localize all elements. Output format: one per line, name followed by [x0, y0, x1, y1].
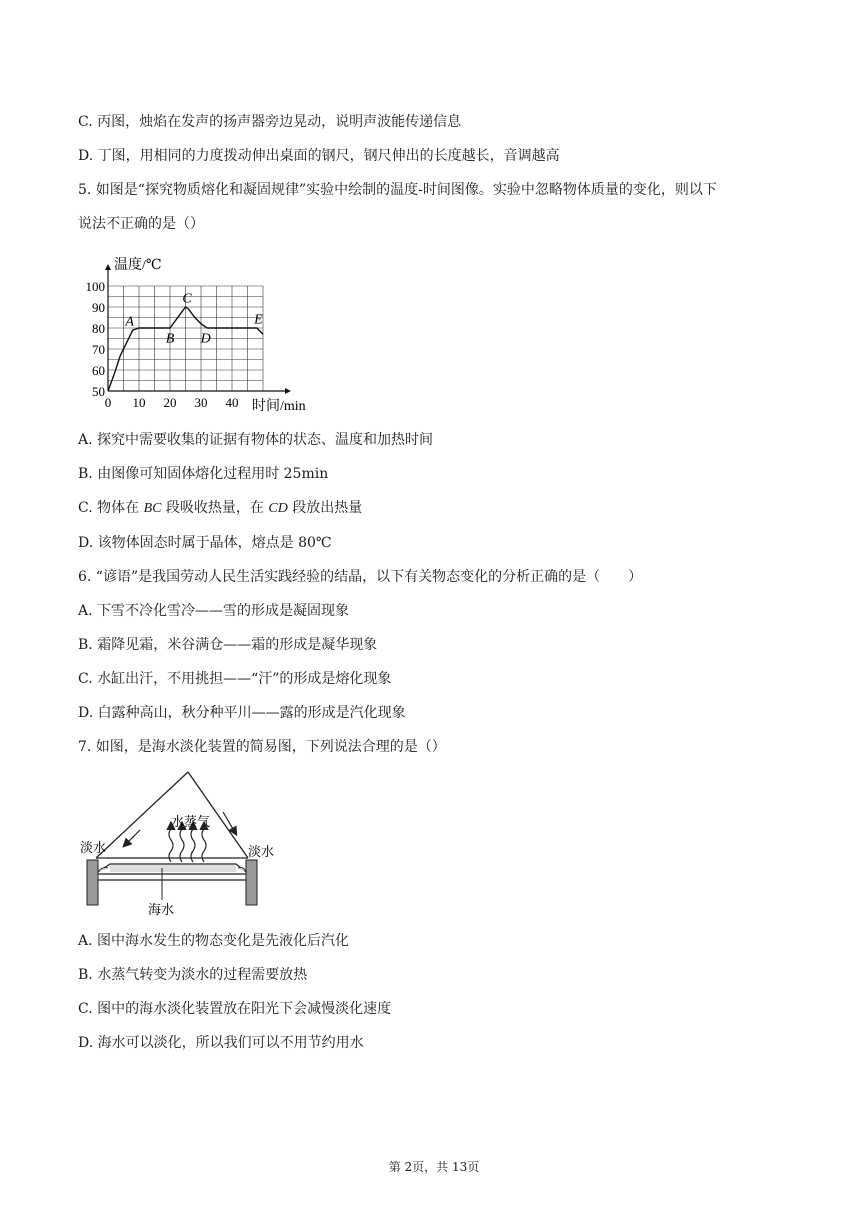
q6-option-a: A. 下雪不冷化雪冷——雪的形成是凝固现象 — [78, 603, 350, 619]
q6-option-d: D. 白露种高山，秋分种平川——露的形成是汽化现象 — [78, 705, 406, 721]
x-axis-arrow — [285, 388, 291, 394]
x-tick-label: 10 — [132, 395, 146, 410]
y-tick-label: 60 — [92, 363, 105, 378]
q6-option-b: B. 霜降见霜，米谷满仓——霜的形成是凝华现象 — [78, 637, 378, 653]
point-label-c: C — [182, 291, 192, 307]
q7-option-b: B. 水蒸气转变为淡水的过程需要放热 — [78, 967, 308, 983]
label-sea: 海水 — [148, 902, 175, 917]
temperature-time-chart — [80, 250, 340, 420]
q5-option-c-text3: 段放出热量 — [287, 500, 363, 516]
q7-stem: 7. 如图，是海水淡化装置的简易图，下列说法合理的是（） — [78, 739, 446, 755]
desalination-diagram — [78, 768, 288, 918]
q5-option-b: B. 由图像可知固体熔化过程用时 25min — [78, 466, 329, 482]
segment-bc: BC — [143, 501, 162, 516]
point-label-b: B — [165, 331, 175, 347]
right-post — [246, 860, 257, 905]
y-axis-arrow — [105, 264, 111, 270]
q5-stem-line1: 5. 如图是“探究物质熔化和凝固规律”实验中绘制的温度-时间图像。实验中忽略物体质量的变化，则以下 — [78, 182, 717, 198]
q5-stem-line2: 说法不正确的是（） — [78, 216, 204, 232]
x-tick-label: 40 — [225, 395, 239, 410]
point-label-a: A — [125, 314, 134, 330]
q4-option-d: D. 丁图，用相同的力度拨动伸出桌面的钢尺，钢尺伸出的长度越长，音调越高 — [78, 148, 560, 164]
x-tick-label: 30 — [194, 395, 208, 410]
segment-cd: CD — [268, 501, 288, 516]
q5-option-d: D. 该物体固态时属于晶体，熔点是 80℃ — [78, 535, 332, 551]
page-footer: 第 2页，共 13页 — [388, 1160, 480, 1174]
label-fresh-left: 淡水 — [80, 840, 107, 855]
fresh-water-right — [238, 868, 246, 873]
y-tick-label: 80 — [92, 321, 105, 336]
label-fresh-right: 淡水 — [248, 844, 275, 859]
left-post — [87, 860, 98, 905]
q4-option-c: C. 丙图，烛焰在发声的扬声器旁边晃动，说明声波能传递信息 — [78, 114, 462, 130]
q6-option-c: C. 水缸出汗，不用挑担——“汗”的形成是熔化现象 — [78, 671, 392, 687]
y-tick-label: 90 — [92, 300, 105, 315]
y-axis-label: 温度/℃ — [114, 258, 162, 273]
q7-option-a: A. 图中海水发生的物态变化是先液化后汽化 — [78, 933, 350, 949]
q6-stem: 6. “谚语”是我国劳动人民生活实践经验的结晶，以下有关物态变化的分析正确的是（ ） — [78, 569, 643, 585]
label-vapor: 水蒸气 — [171, 814, 211, 829]
q5-option-a: A. 探究中需要收集的证据有物体的状态、温度和加热时间 — [78, 432, 434, 448]
seawater — [110, 865, 236, 872]
x-axis-label: 时间/min — [252, 399, 306, 414]
y-tick-label: 70 — [92, 342, 105, 357]
point-label-e: E — [254, 312, 263, 328]
x-tick-label: 0 — [104, 395, 112, 410]
q5-option-c-text2: 段吸收热量，在 — [161, 500, 269, 516]
point-label-d: D — [200, 331, 211, 347]
y-tick-label: 100 — [85, 279, 105, 294]
fresh-water-left — [98, 868, 108, 873]
x-tick-label: 20 — [163, 395, 177, 410]
q7-option-c: C. 图中的海水淡化装置放在阳光下会减慢淡化速度 — [78, 1001, 392, 1017]
y-tick-label: 50 — [92, 384, 105, 399]
left-flow-arrow — [124, 830, 140, 846]
q5-option-c-text1: C. 物体在 — [78, 500, 144, 516]
q5-option-c — [78, 498, 362, 519]
q7-option-d: D. 海水可以淡化，所以我们可以不用节约用水 — [78, 1035, 364, 1051]
